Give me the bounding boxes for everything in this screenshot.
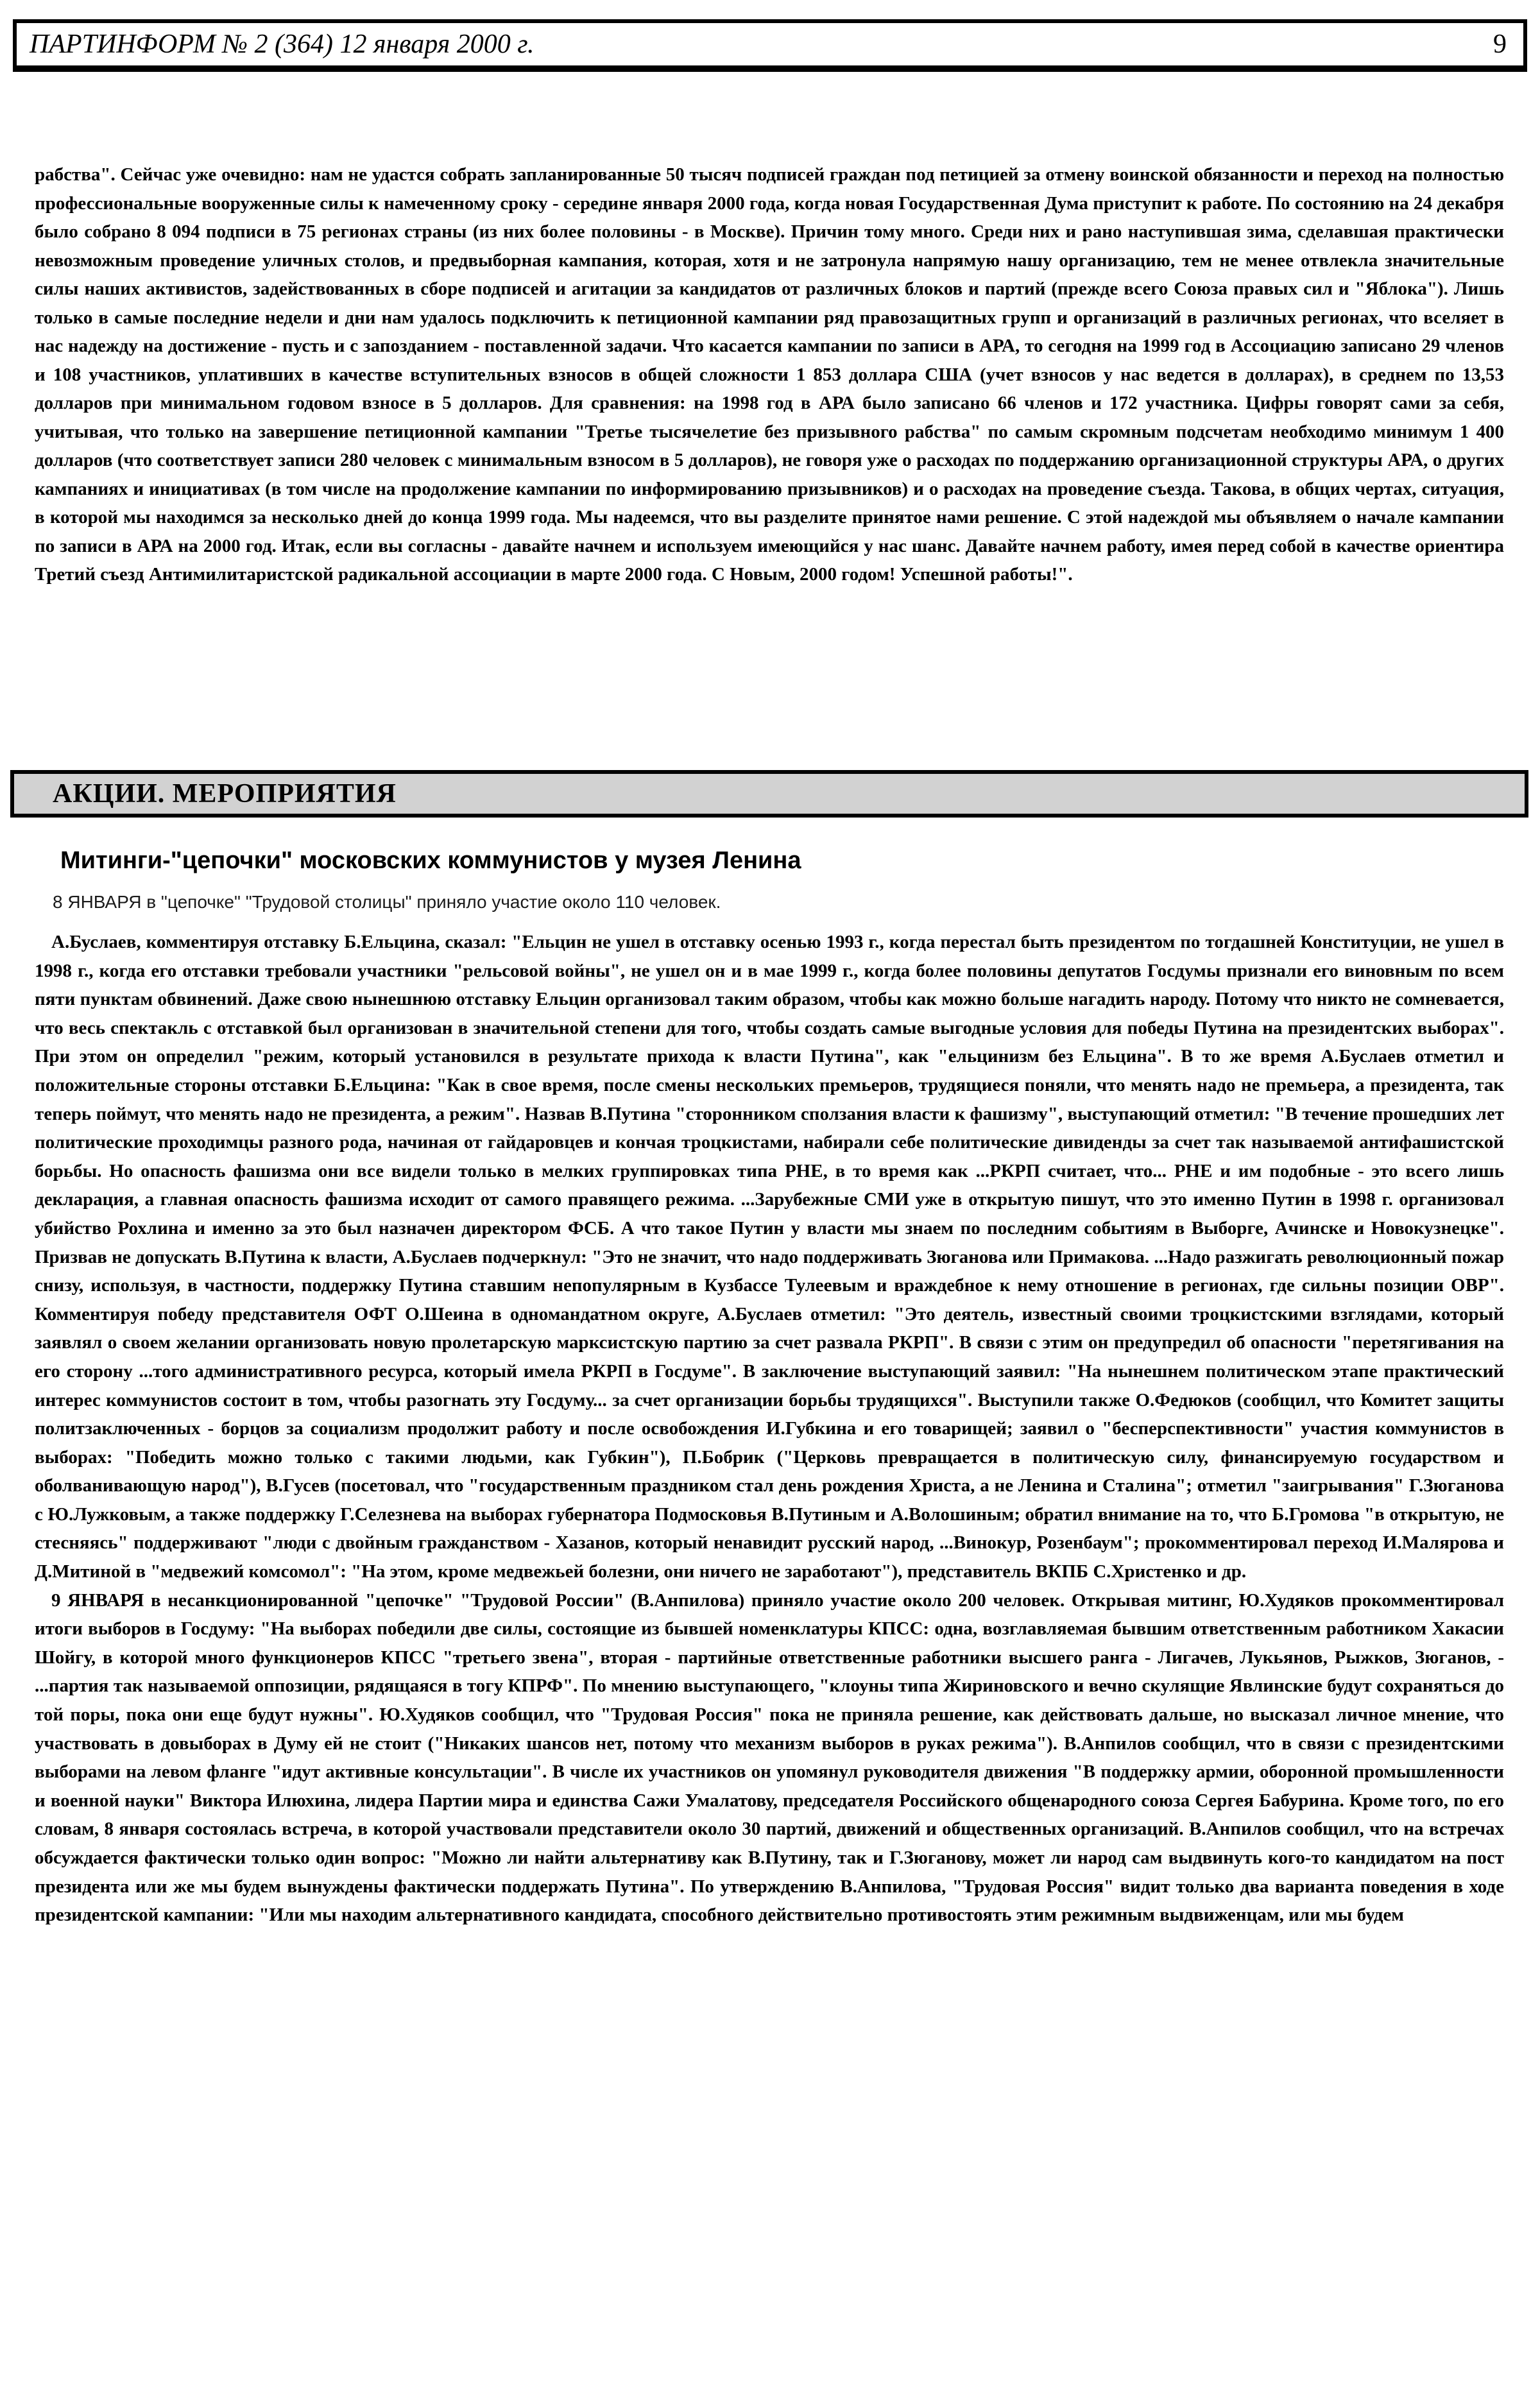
continued-article-text: рабства". Сейчас уже очевидно: нам не удастся собрать запланированные 50 тысяч подписей граждан под петицией за отмену воинской обязанности и переход на полностью профессиональные вооруженные силы к намеченному сроку - середине января 2000 года, когда новая Государственная Дума приступит к работе. По состоянию на 24 декабря было собрано 8 094 подписи в 75 регионах страны (из них более половины - в Москве). Причин тому много. Среди них и рано наступившая зима, сделавшая практически невозможным проведение уличных столов, и предвыборная кампания, которая, хотя и не затронула напрямую нашу организацию, тем не менее отвлекла значительные силы наших активистов, задействованных в сборе подписей и агитации за кандидатов от различных блоков и партий (прежде всего Союза правых сил и "Яблока"). Лишь только в самые последние недели и дни нам удалось подключить к петиционной кампании ряд правозащитных групп и организаций в различных регионах, что вселяет в нас надежду на достижение - пусть и с запозданием - поставленной задачи. Что касается кампании по записи в АРА, то сегодня на 1999 год в Ассоциацию записано 29 членов и 108 участников, уплативших в качестве вступительных взносов в общей сложности 1 853 доллара США (учет взносов у нас ведется в долларах), в среднем по 13,53 долларов при минимальном годовом взносе в 5 долларов. Для сравнения: на 1998 год в АРА было записано 66 членов и 172 участника. Цифры говорят сами за себя, учитывая, что только на завершение петиционной кампании "Третье тысячелетие без призывного рабства" по самым скромным подсчетам необходимо минимум 1 400 долларов (что соответствует записи 280 человек с минимальным взносом в 5 долларов), не говоря уже о расходах по поддержанию организационной структуры АРА, о других кампаниях и инициативах (в том числе на продолжение кампании по информированию призывников) и о расходах на проведение съезда. Такова, в общих чертах, ситуация, в которой мы находимся за несколько дней до конца 1999 года. Мы надеемся, что вы разделите принятое нами решение. С этой надеждой мы объявляем о начале кампании по записи в АРА на 2000 год. Итак, если вы согласны - давайте начнем и используем имеющийся у нас шанс. Давайте начнем работу, имея перед собой в качестве ориентира Третий съезд Антимилитаристской радикальной ассоциации в марте 2000 года. С Новым, 2000 годом! Успешной работы!". — [35, 164, 1504, 585]
page-header — [13, 19, 1527, 72]
article-paragraph: А.Буслаев, комментируя отставку Б.Ельцина, сказал: "Ельцин не ушел в отставку осенью 1993 г., когда перестал быть президентом по тогдашней Конституции, не ушел в 1998 г., когда его отставки требовали участники "рельсовой войны", не ушел он и в мае 1999 г., когда более половины депутатов Госдумы признали его виновным по всем пяти пунктам обвинений. Даже свою нынешнюю отставку Ельцин организовал таким образом, чтобы как можно больше нагадить народу. Потому что никто не сомневается, что весь спектакль с отставкой был организован в значительной степени для того, чтобы создать самые выгодные условия для победы Путина на президентских выборах". При этом он определил "режим, который установился в результате прихода к власти Путина", как "ельцинизм без Ельцина". В то же время А.Буслаев отметил и положительные стороны отставки Б.Ельцина: "Как в свое время, после смены нескольких премьеров, трудящиеся поняли, что менять надо не премьера, а президента, так теперь поймут, что менять надо не президента, а режим". Назвав В.Путина "сторонником сползания власти к фашизму", выступающий отметил: "В течение прошедших лет политические проходимцы разного рода, начиная от гайдаровцев и кончая троцкистами, набирали себе политические дивиденды за счет так называемой антифашистской борьбы. Но опасность фашизма они все видели только в мелких группировках типа РНЕ, в то время как ...РКРП считает, что... РНЕ и им подобные - это всего лишь декларация, а главная опасность фашизма исходит от самого правящего режима. ...Зарубежные СМИ уже в открытую пишут, что это именно Путин в 1998 г. организовал убийство Рохлина и именно за это был назначен директором ФСБ. А что такое Путин у власти мы знаем по последним событиям в Выборге, Ачинске и Новокузнецке". Призвав не допускать В.Путина к власти, А.Буслаев подчеркнул: "Это не значит, что надо поддерживать Зюганова или Примакова. ...Надо разжигать революционный пожар снизу, используя, в частности, поддержку Путина ставшим непопулярным в Кузбассе Тулеевым и враждебное к нему отношение в регионах, где сильны позиции ОВР". Комментируя победу представителя ОФТ О.Шеина в одномандатном округе, А.Буслаев отметил: "Это деятель, известный своими троцкистскими взглядами, который заявлял о своем желании организовать новую пролетарскую марксистскую партию за счет развала РКРП". В связи с этим он предупредил об опасности "перетягивания на его сторону ...того административного ресурса, который имела РКРП в Госдуме". В заключение выступающий заявил: "На нынешнем политическом этапе практический интерес коммунистов состоит в том, чтобы разогнать эту Госдуму... за счет организации борьбы трудящихся". Выступили также О.Федюков (сообщил, что Комитет защиты политзаключенных - борцов за социализм продолжит работу и после освобождения И.Губкина и его товарищей; заявил о "бесперспективности" участия коммунистов в выборах: "Победить можно только с такими людьми, как Губкин"), П.Бобрик ("Церковь превращается в политическую силу, финансируемую государством и оболванивающую народ"), В.Гусев (посетовал, что "государственным праздником стал день рождения Христа, а не Ленина и Сталина"; отметил "заигрывания" Г.Зюганова с Ю.Лужковым, а также поддержку Г.Селезнева на выборах губернатора Подмосковья В.Путиным и А.Волошиным; обратил внимание на то, что Б.Громова "в открытую, не стесняясь" поддерживают "люди с двойным гражданством - Хазанов, который ненавидит русский народ, ...Винокур, Розенбаум"; прокомментировал переход И.Малярова и Д.Митиной в "медвежий комсомол": "На этом, кроме медвежьей болезни, они ничего не заработают"), представитель ВКПБ С.Христенко и др. — [35, 932, 1504, 1582]
article-title: Митинги-"цепочки" московских коммунистов у музея Ленина — [60, 847, 801, 874]
section-title: АКЦИИ. МЕРОПРИЯТИЯ — [53, 779, 397, 809]
section-bar — [10, 770, 1528, 818]
article-lead: 8 ЯНВАРЯ в "цепочке" "Трудовой столицы" приняло участие около 110 человек. — [53, 892, 721, 912]
article-paragraph: 9 ЯНВАРЯ в несанкционированной "цепочке" "Трудовой России" (В.Анпилова) приняло участие около 200 человек. Открывая митинг, Ю.Худяков прокомментировал итоги выборов в Госдуму: "На выборах победили две силы, состоящие из бывшей номенклатуры КПСС: одна, возглавляемая бывшим ответственным работником Хакасии Шойгу, в которой много функционеров КПСС "третьего звена", вторая - партийные ответственные работники высшего ранга - Лигачев, Лукьянов, Рыжков, Зюганов, - ...партия так называемой оппозиции, рядящаяся в тогу КПРФ". По мнению выступающего, "клоуны типа Жириновского и вечно скулящие Явлинские будут сохраняться до той поры, пока они еще будут нужны". Ю.Худяков сообщил, что "Трудовая Россия" пока не приняла решение, как действовать дальше, но высказал личное мнение, что участвовать в довыборах в Думу ей не стоит ("Никаких шансов нет, потому что механизм выборов в руках режима"). В.Анпилов сообщил, что в связи с президентскими выборами на левом фланге "идут активные консультации". В числе их участников он упомянул руководителя движения "В поддержку армии, оборонной промышленности и военной науки" Виктора Илюхина, лидера Партии мира и единства Сажи Умалатову, председателя Российского общенародного союза Сергея Бабурина. Кроме того, по его словам, 8 января состоялась встреча, в которой участвовали представители около 30 партий, движений и общественных организаций. В.Анпилов сообщил, что на встречах обсуждается фактически только один вопрос: "Можно ли найти альтернативу как В.Путину, так и Г.Зюганову, может ли народ сам выдвинуть кого-то кандидатом на пост президента или же мы будем вынуждены фактически поддержать Путина". По утверждению В.Анпилова, "Трудовая Россия" видит только два варианта поведения в ходе президентской кампании: "Или мы находим альтернативного кандидата, способного действительно противостоять этим режимным выдвиженцам, или мы будем — [35, 1589, 1504, 1926]
article-body — [35, 928, 1504, 1930]
page-number: 9 — [1493, 30, 1507, 59]
journal-title: ПАРТИНФОРМ № 2 (364) 12 января 2000 г. — [30, 30, 535, 59]
